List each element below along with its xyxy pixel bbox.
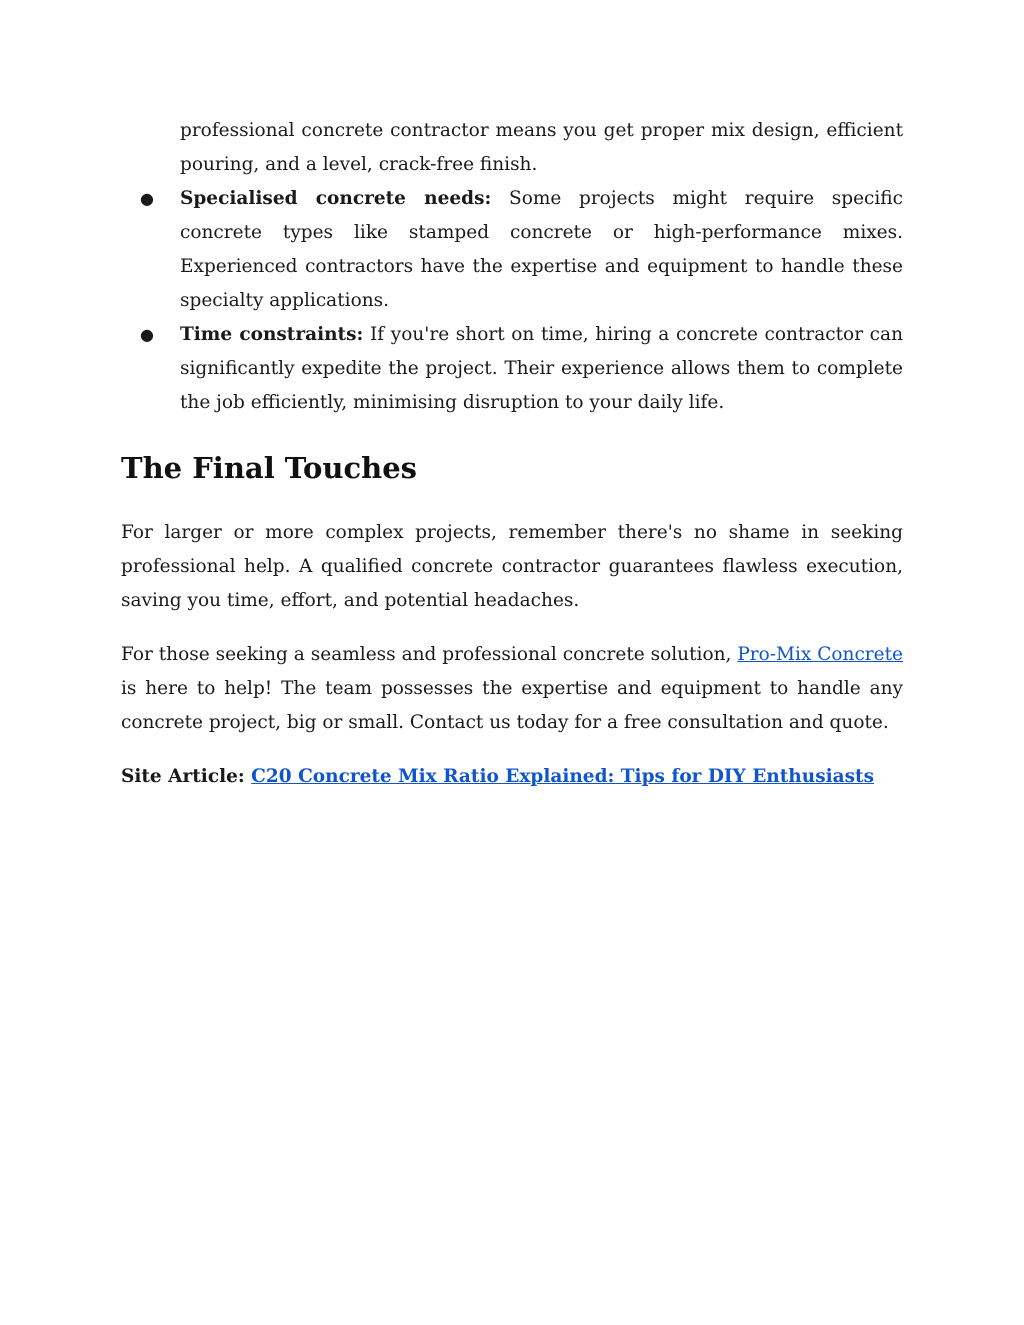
document-page: [121, 114, 903, 794]
section-heading: The Final Touches: [121, 451, 418, 485]
bullet-list: [121, 182, 903, 420]
bullet-icon: ●: [140, 189, 154, 208]
continuation-text: professional concrete contractor means you get proper mix design, efficient pouring, and a level, crack-free finish.: [180, 120, 903, 175]
list-item: [121, 182, 903, 318]
list-item-title: Specialised concrete needs:: [180, 188, 492, 209]
bullet-icon: ●: [140, 325, 154, 344]
list-item-title: Time constraints:: [180, 324, 364, 345]
list-item-text: Some projects might require specific concrete types like stamped concrete or high-performance mixes. Experienced contractors have the expertise and equipment to handle these specialty applications.: [180, 188, 903, 311]
paragraph-pro-mix: [121, 638, 903, 740]
paragraph-text-before: For those seeking a seamless and professional concrete solution,: [121, 644, 732, 665]
paragraph-professional-help: For larger or more complex projects, remember there's no shame in seeking professional help. A qualified concrete contractor guarantees flawless execution, saving you time, effort, and potential headaches.: [121, 522, 903, 611]
site-article-line: [121, 760, 903, 794]
site-article-link[interactable]: C20 Concrete Mix Ratio Explained: Tips for DIY Enthusiasts: [251, 766, 875, 787]
list-item: [121, 318, 903, 420]
paragraph-text-after: is here to help! The team possesses the expertise and equipment to handle any concrete project, big or small. Contact us today for a free consultation and quote.: [121, 678, 903, 733]
list-item-text: If you're short on time, hiring a concrete contractor can significantly expedite the project. Their experience allows them to complete the job efficiently, minimising disruption to your daily life.: [180, 324, 903, 413]
site-article-label: Site Article:: [121, 766, 245, 787]
pro-mix-concrete-link[interactable]: Pro-Mix Concrete: [737, 644, 903, 665]
